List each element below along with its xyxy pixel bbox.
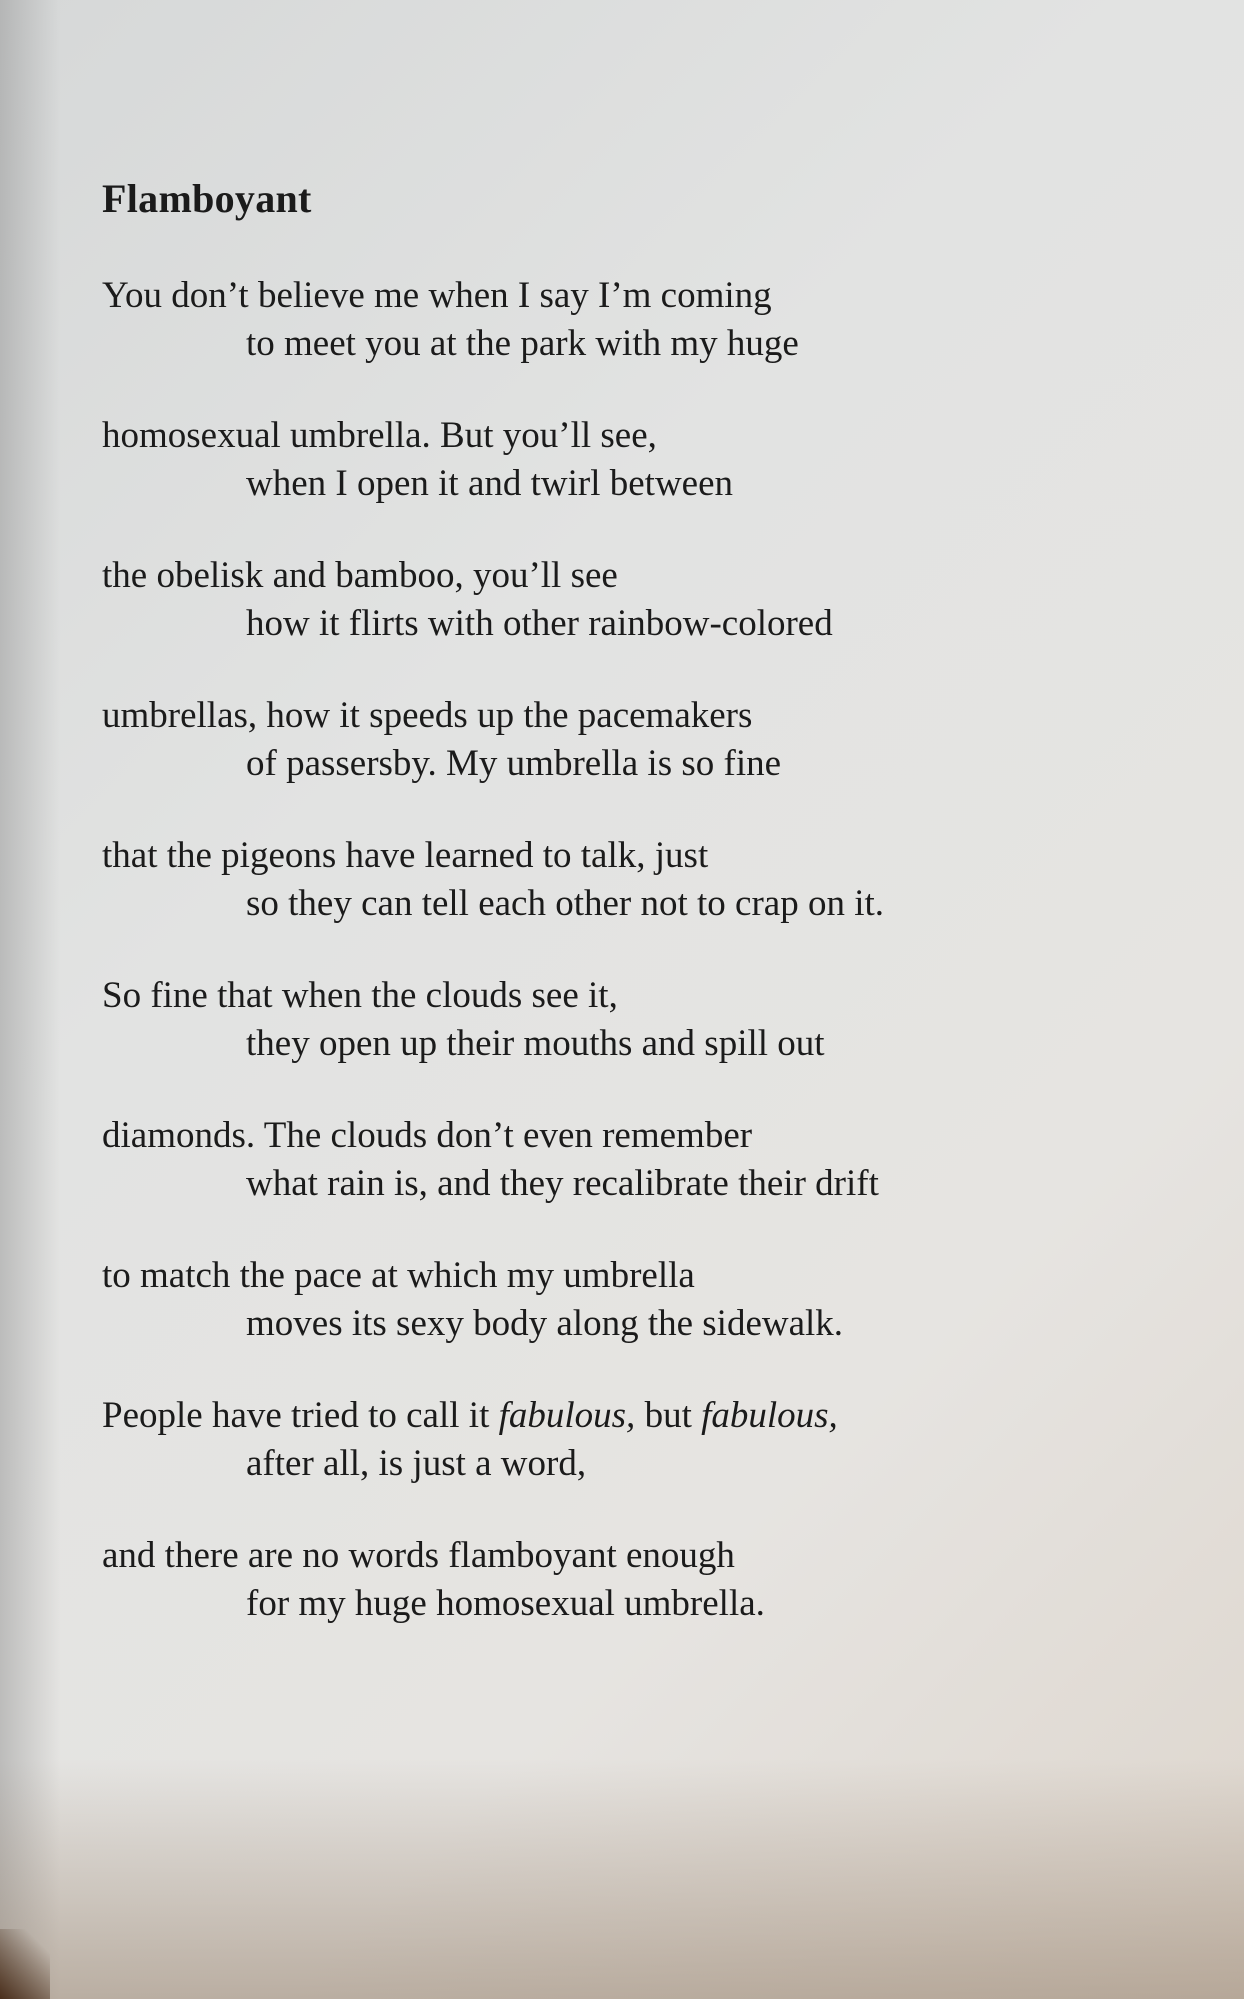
poem-title: Flamboyant [102,176,312,221]
poem-line-indented: of passersby. My umbrella is so fine [246,743,782,784]
poem-line: and there are no words flamboyant enough [102,1535,735,1576]
stanza [102,1252,1142,1348]
poem-line-indented: when I open it and twirl between [246,463,734,504]
poem [102,175,1142,1672]
stanza [102,272,1142,368]
poem-line-indented: how it flirts with other rainbow-colored [246,603,833,644]
page-shadow-bottom [0,1759,1244,1999]
poem-line: to match the pace at which my umbrella [102,1255,695,1296]
italic-word: fabulous, [498,1395,636,1436]
poem-line-indented: after all, is just a word, [246,1443,587,1484]
poem-line: the obelisk and bamboo, you’ll see [102,555,618,596]
poem-line: that the pigeons have learned to talk, just [102,835,709,876]
poem-line: You don’t believe me when I say I’m coming [102,275,772,316]
stanza [102,552,1142,648]
poem-line: So fine that when the clouds see it, [102,975,618,1016]
italic-word: fabulous, [701,1395,838,1436]
stanza [102,1392,1142,1488]
poem-line: homosexual umbrella. But you’ll see, [102,415,657,456]
poem-line: diamonds. The clouds don’t even remember [102,1115,753,1156]
poem-line-indented: they open up their mouths and spill out [246,1023,825,1064]
poem-line-indented: what rain is, and they recalibrate their drift [246,1163,879,1204]
page-corner-shadow [0,1929,50,1999]
poem-line [102,1392,1142,1440]
poem-line-indented: so they can tell each other not to crap on it. [246,883,885,924]
stanza [102,1532,1142,1628]
line-text: People have tried to call it [102,1395,499,1436]
stanza [102,412,1142,508]
stanza [102,972,1142,1068]
page-shadow-left [0,0,60,1999]
poem-line-indented: to meet you at the park with my huge [246,323,799,364]
poem-line-indented: moves its sexy body along the sidewalk. [246,1303,844,1344]
stanza [102,832,1142,928]
stanza [102,1112,1142,1208]
poem-line: umbrellas, how it speeds up the pacemakers [102,695,753,736]
poem-line-indented: for my huge homosexual umbrella. [246,1583,765,1624]
stanza [102,692,1142,788]
line-text: but [635,1395,702,1436]
